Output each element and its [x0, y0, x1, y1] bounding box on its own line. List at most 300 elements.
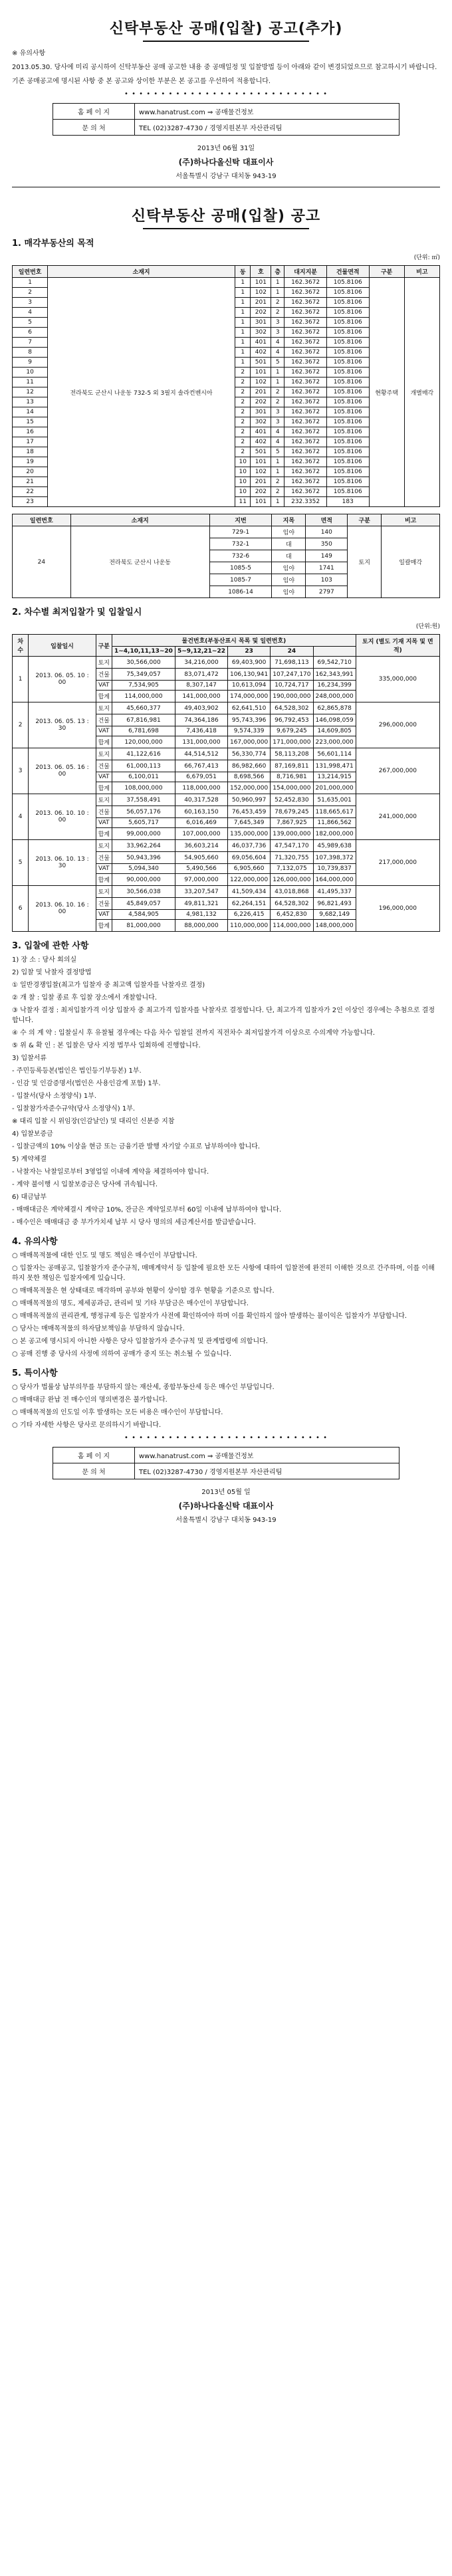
property-cell: 105.8106	[326, 318, 369, 328]
schedule-cell: 13,214,915	[313, 772, 356, 782]
schedule-cell: 6,452,830	[271, 910, 313, 920]
schedule-cell: 34,216,000	[175, 657, 227, 669]
property-cell: 현황주택	[369, 278, 404, 507]
schedule-cell: 174,000,000	[227, 691, 270, 702]
land-cell: 1085-7	[209, 574, 272, 586]
land-th-remarks: 비고	[382, 514, 440, 526]
property-cell: 1	[235, 348, 251, 358]
schedule-cell: 6,679,051	[175, 772, 227, 782]
property-cell: 1	[271, 368, 284, 377]
schedule-cell: 33,207,547	[175, 886, 227, 898]
land-th-type: 구분	[348, 514, 382, 526]
contact-box	[53, 103, 399, 136]
property-cell: 12	[13, 387, 48, 397]
th-category: 구분	[369, 266, 404, 278]
contact-row-inquiry-bottom	[53, 1463, 399, 1479]
schedule-cell: 2013. 06. 10. 13 : 30	[29, 840, 96, 886]
property-cell: 102	[251, 377, 271, 387]
schedule-cell: 118,000,000	[175, 782, 227, 794]
sec3-item: ⑤ 위 & 확 인 : 본 입찰은 당사 지정 법무사 입회하에 진행합니다.	[12, 1042, 201, 1049]
th-building-area: 건물면적	[326, 266, 369, 278]
property-row	[13, 278, 440, 288]
schedule-cell: 122,000,000	[227, 874, 270, 886]
schedule-cell: 건물	[96, 852, 112, 864]
schedule-cell: 267,000,000	[356, 748, 439, 794]
schedule-cell: 6,100,011	[112, 772, 175, 782]
schedule-cell: 45,660,377	[112, 702, 175, 714]
property-cell: 162.3672	[284, 387, 327, 397]
schedule-cell: 8,307,147	[175, 681, 227, 691]
property-cell: 1	[13, 278, 48, 288]
property-table-body	[13, 278, 440, 507]
contact-key-homepage: 홈 페 이 지	[53, 104, 135, 119]
schedule-cell: 148,000,000	[313, 920, 356, 932]
sec4-list	[12, 1251, 440, 1359]
schedule-cell: 49,403,902	[175, 702, 227, 714]
land-cell: 전라북도 군산시 나운동	[70, 526, 209, 598]
schedule-cell: 30,566,038	[112, 886, 175, 898]
property-cell: 2	[235, 387, 251, 397]
contact-val-homepage-bottom: www.hanatrust.com ⇒ 공매물건정보	[139, 1453, 254, 1460]
property-cell: 302	[251, 417, 271, 427]
property-cell: 1	[235, 328, 251, 338]
schedule-cell: 7,436,418	[175, 726, 227, 736]
property-cell: 1	[271, 457, 284, 467]
schedule-cell: 토지	[96, 840, 112, 852]
property-cell: 101	[251, 368, 271, 377]
schedule-cell: 토지	[96, 657, 112, 669]
sched-th-sub-3: 23	[227, 647, 270, 657]
sec4-title: 4. 유의사항	[12, 1237, 58, 1247]
sched-th-sub-4: 24	[271, 647, 313, 657]
property-cell: 2	[235, 407, 251, 417]
contact-key-homepage-bottom: 홈 페 이 지	[53, 1448, 135, 1463]
property-cell: 11	[235, 497, 251, 507]
schedule-table	[12, 634, 440, 932]
schedule-cell: 58,113,208	[271, 748, 313, 760]
schedule-cell: 81,000,000	[112, 920, 175, 932]
contact-row-homepage-bottom	[53, 1448, 399, 1463]
property-cell: 102	[251, 288, 271, 298]
schedule-cell: 45,989,638	[313, 840, 356, 852]
schedule-cell: 71,320,755	[271, 852, 313, 864]
schedule-cell: 56,057,176	[112, 806, 175, 818]
schedule-cell: 36,603,214	[175, 840, 227, 852]
top-company: (주)하나다올신탁 대표이사	[178, 158, 274, 167]
property-cell: 105.8106	[326, 328, 369, 338]
property-cell: 501	[251, 358, 271, 368]
schedule-cell: VAT	[96, 818, 112, 828]
land-cell: 대	[272, 538, 306, 550]
property-cell: 105.8106	[326, 377, 369, 387]
sec3-item: - 입찰참가자준수규약(당사 소정양식) 1부.	[12, 1105, 136, 1113]
property-cell: 10	[13, 368, 48, 377]
schedule-cell: 107,000,000	[175, 828, 227, 840]
property-cell: 105.8106	[326, 298, 369, 308]
sec3-item: ※ 대리 입찰 시 위임장(인감날인) 및 대리인 신분증 지참	[12, 1118, 175, 1125]
property-cell: 162.3672	[284, 487, 327, 497]
schedule-cell: 6	[13, 886, 29, 932]
sec5-item: ○ 매매대금 완납 전 매수인의 명의변경은 불가합니다.	[12, 1396, 168, 1404]
schedule-cell: 6,781,698	[112, 726, 175, 736]
property-cell: 162.3672	[284, 368, 327, 377]
property-cell: 1	[271, 278, 284, 288]
schedule-cell: 196,000,000	[356, 886, 439, 932]
property-cell: 3	[271, 318, 284, 328]
property-cell: 101	[251, 457, 271, 467]
property-cell: 7	[13, 338, 48, 348]
property-cell: 401	[251, 338, 271, 348]
property-cell: 162.3672	[284, 397, 327, 407]
property-cell: 105.8106	[326, 417, 369, 427]
schedule-cell: 182,000,000	[313, 828, 356, 840]
divider-dots-bottom: • • • • • • • • • • • • • • • • • • • • • • • • • • • •	[124, 1434, 328, 1442]
schedule-cell: VAT	[96, 864, 112, 874]
sec2-title: 2. 차수별 최저입찰가 및 입찰일시	[12, 607, 142, 617]
schedule-cell: 7,132,075	[271, 864, 313, 874]
sched-th-datetime: 입찰일시	[29, 635, 96, 657]
intro-paragraph-2: 기존 공매공고에 명시된 사항 중 본 공고와 상이한 부분은 본 공고를 우선하여 적용합니다.	[12, 78, 271, 85]
schedule-cell: 52,452,830	[271, 794, 313, 806]
property-cell: 16	[13, 427, 48, 437]
property-cell: 2	[235, 427, 251, 437]
property-cell: 4	[271, 348, 284, 358]
property-cell: 105.8106	[326, 308, 369, 318]
land-cell: 임야	[272, 562, 306, 574]
property-cell: 2	[235, 368, 251, 377]
sched-th-type: 구분	[96, 635, 112, 657]
contact-val-homepage: www.hanatrust.com ⇒ 공매물건정보	[139, 109, 254, 116]
schedule-cell: 51,635,001	[313, 794, 356, 806]
property-cell: 105.8106	[326, 407, 369, 417]
schedule-cell: 5,094,340	[112, 864, 175, 874]
schedule-cell: 217,000,000	[356, 840, 439, 886]
schedule-cell: 146,098,059	[313, 714, 356, 726]
contact-row-inquiry	[53, 119, 399, 135]
sec3-item: 1) 장 소 : 당사 회의실	[12, 956, 77, 964]
schedule-cell: 95,743,396	[227, 714, 270, 726]
property-cell: 102	[251, 467, 271, 477]
schedule-cell: 합계	[96, 782, 112, 794]
property-cell: 1	[235, 338, 251, 348]
schedule-cell: 50,943,396	[112, 852, 175, 864]
property-cell: 1	[271, 377, 284, 387]
property-cell: 15	[13, 417, 48, 427]
contact-key-inquiry: 문 의 처	[53, 120, 135, 135]
land-th-lot: 지번	[209, 514, 272, 526]
sched-th-sub-1: 1~4,10,11,13~20	[112, 647, 175, 657]
intro-heading: ※ 유의사항	[12, 50, 46, 57]
schedule-cell: 114,000,000	[112, 691, 175, 702]
footer-company: (주)하나다올신탁 대표이사	[178, 1501, 274, 1511]
property-cell: 105.8106	[326, 437, 369, 447]
schedule-row	[13, 886, 440, 898]
schedule-cell: 83,071,472	[175, 669, 227, 681]
land-row	[13, 526, 440, 538]
schedule-cell: 11,866,562	[313, 818, 356, 828]
schedule-cell: 합계	[96, 874, 112, 886]
schedule-cell: 96,792,453	[271, 714, 313, 726]
sec5-title: 5. 특이사항	[12, 1368, 58, 1378]
sec3-item: 5) 계약체결	[12, 1156, 47, 1163]
schedule-cell: 6,226,415	[227, 910, 270, 920]
schedule-cell: 47,547,170	[271, 840, 313, 852]
property-cell: 3	[13, 298, 48, 308]
property-cell: 21	[13, 477, 48, 487]
top-title: 신탁부동산 공매(입찰) 공고(추가)	[109, 21, 343, 37]
schedule-cell: VAT	[96, 726, 112, 736]
schedule-cell: 합계	[96, 691, 112, 702]
property-cell: 202	[251, 308, 271, 318]
land-th-serial: 일련번호	[13, 514, 71, 526]
property-cell: 22	[13, 487, 48, 497]
sched-th-land: 토지 (별도 기재 지목 및 면적)	[356, 635, 439, 657]
schedule-cell: 40,317,528	[175, 794, 227, 806]
property-cell: 302	[251, 328, 271, 338]
property-cell: 10	[235, 477, 251, 487]
schedule-cell: 131,998,471	[313, 760, 356, 772]
sec1-unit: (단위: ㎡)	[413, 255, 440, 261]
top-address: 서울특별시 강남구 대치동 943-19	[175, 173, 277, 180]
property-cell: 10	[235, 487, 251, 497]
top-date: 2013년 06월 31일	[197, 145, 255, 152]
property-cell: 10	[235, 457, 251, 467]
schedule-cell: 4,981,132	[175, 910, 227, 920]
schedule-cell: 54,905,660	[175, 852, 227, 864]
th-serial: 일련번호	[13, 266, 48, 278]
land-th-area: 면적	[306, 514, 348, 526]
property-cell: 501	[251, 447, 271, 457]
schedule-cell: 33,962,264	[112, 840, 175, 852]
sec5-item: ○ 매매목적물의 인도일 이후 발생하는 모든 비용은 매수인이 부담합니다.	[12, 1409, 223, 1416]
sec3-item: ① 일반경쟁입찰(최고가 입찰자 중 최고액 입찰자를 낙찰자로 결정)	[12, 982, 205, 989]
property-cell: 2	[235, 417, 251, 427]
schedule-row	[13, 794, 440, 806]
property-cell: 162.3672	[284, 437, 327, 447]
schedule-cell: 154,000,000	[271, 782, 313, 794]
schedule-cell: 62,264,151	[227, 898, 270, 910]
property-cell: 105.8106	[326, 368, 369, 377]
schedule-cell: 69,542,710	[313, 657, 356, 669]
schedule-cell: 201,000,000	[313, 782, 356, 794]
property-cell: 101	[251, 278, 271, 288]
sec3-item: ② 개 찰 : 입찰 종료 후 입찰 장소에서 개찰합니다.	[12, 994, 158, 1002]
contact-box-bottom	[53, 1447, 399, 1479]
schedule-cell: 합계	[96, 920, 112, 932]
schedule-cell: 107,398,372	[313, 852, 356, 864]
schedule-cell: 건물	[96, 806, 112, 818]
property-cell: 105.8106	[326, 338, 369, 348]
sec3-item: 3) 입찰서류	[12, 1055, 47, 1062]
schedule-row	[13, 702, 440, 714]
property-cell: 1	[235, 298, 251, 308]
property-cell: 4	[271, 437, 284, 447]
sec4-item: ○ 당사는 매매목적물의 하자담보책임을 부담하지 않습니다.	[12, 1325, 185, 1333]
schedule-cell: 토지	[96, 702, 112, 714]
property-cell: 105.8106	[326, 457, 369, 467]
land-cell: 24	[13, 526, 71, 598]
schedule-cell: 4,584,905	[112, 910, 175, 920]
sec3-item: 6) 대금납부	[12, 1194, 47, 1201]
sec3-item: - 주민등록등본(법인은 법인등기부등본) 1부.	[12, 1067, 142, 1075]
schedule-cell: 167,000,000	[227, 736, 270, 748]
property-cell: 4	[13, 308, 48, 318]
schedule-cell: 41,122,616	[112, 748, 175, 760]
schedule-cell: VAT	[96, 772, 112, 782]
schedule-cell: 37,558,491	[112, 794, 175, 806]
land-cell: 1741	[306, 562, 348, 574]
schedule-cell: 9,679,245	[271, 726, 313, 736]
schedule-cell: 43,018,868	[271, 886, 313, 898]
schedule-cell: 64,528,302	[271, 702, 313, 714]
sec4-item: ○ 공매 진행 중 당사의 사정에 의하여 공매가 중지 또는 취소될 수 있습니다.	[12, 1350, 232, 1358]
property-cell: 105.8106	[326, 387, 369, 397]
property-cell: 162.3672	[284, 288, 327, 298]
land-cell: 임야	[272, 586, 306, 598]
property-cell: 23	[13, 497, 48, 507]
property-cell: 3	[271, 328, 284, 338]
schedule-cell: 69,056,604	[227, 852, 270, 864]
property-cell: 201	[251, 298, 271, 308]
land-table	[12, 514, 440, 598]
property-cell: 105.8106	[326, 397, 369, 407]
schedule-cell: 75,349,057	[112, 669, 175, 681]
schedule-cell: 9,682,149	[313, 910, 356, 920]
sec3-item: - 입찰금액의 10% 이상을 현금 또는 금융기관 발행 자기앞 수표로 납부하여야 합니다.	[12, 1143, 261, 1150]
property-cell: 5	[271, 358, 284, 368]
property-cell: 4	[271, 427, 284, 437]
sec5-item: ○ 기타 자세한 사항은 당사로 문의하시기 바랍니다.	[12, 1422, 162, 1429]
schedule-cell: 67,816,981	[112, 714, 175, 726]
schedule-cell: 62,865,878	[313, 702, 356, 714]
property-cell: 개별매각	[404, 278, 439, 507]
property-cell: 3	[271, 407, 284, 417]
schedule-cell: VAT	[96, 910, 112, 920]
property-cell: 162.3672	[284, 447, 327, 457]
schedule-cell: 44,514,512	[175, 748, 227, 760]
schedule-cell: 106,130,941	[227, 669, 270, 681]
schedule-cell: 7,867,925	[271, 818, 313, 828]
schedule-cell: VAT	[96, 681, 112, 691]
th-unit: 호	[251, 266, 271, 278]
property-cell: 162.3672	[284, 308, 327, 318]
land-cell: 729-1	[209, 526, 272, 538]
property-cell: 162.3672	[284, 328, 327, 338]
sec4-item: ○ 본 공고에 명시되지 아니한 사항은 당사 입찰참가자 준수규칙 및 관계법령에 의합니다.	[12, 1338, 268, 1345]
schedule-cell: 14,609,805	[313, 726, 356, 736]
footer-date: 2013년 05월 일	[201, 1489, 251, 1496]
sec3-item: - 인감 및 인감증명서(법인은 사용인감계 포함) 1부.	[12, 1080, 161, 1087]
land-cell: 149	[306, 550, 348, 562]
property-cell: 162.3672	[284, 467, 327, 477]
sec4-item: ○ 매매목적물의 명도, 제세공과금, 관리비 및 기타 부담금은 매수인이 부담합니다.	[12, 1300, 249, 1307]
property-cell: 162.3672	[284, 298, 327, 308]
property-cell: 162.3672	[284, 407, 327, 417]
land-cell: 350	[306, 538, 348, 550]
sec3-item: ③ 낙찰자 결정 : 최저입찰가격 이상 입찰자 중 최고가격 입찰자를 낙찰자로 결정합니다. 단, 최고가격 입찰자가 2인 이상인 경우에는 추첨으로 결정합니다.	[12, 1007, 435, 1024]
land-cell: 임야	[272, 526, 306, 538]
sec3-title: 3. 입찰에 관한 사항	[12, 941, 89, 951]
property-cell: 101	[251, 497, 271, 507]
schedule-cell: 66,767,413	[175, 760, 227, 772]
property-cell: 105.8106	[326, 427, 369, 437]
schedule-cell: 96,821,493	[313, 898, 356, 910]
property-cell: 105.8106	[326, 358, 369, 368]
property-cell: 1	[271, 497, 284, 507]
schedule-cell: 2013. 06. 10. 16 : 00	[29, 886, 96, 932]
schedule-cell: 5,490,566	[175, 864, 227, 874]
schedule-cell: 2	[13, 702, 29, 748]
contact-key-inquiry-bottom: 문 의 처	[53, 1463, 135, 1479]
land-cell: 1085-5	[209, 562, 272, 574]
schedule-cell: 46,037,736	[227, 840, 270, 852]
land-cell: 732-6	[209, 550, 272, 562]
property-cell: 2	[235, 447, 251, 457]
property-cell: 17	[13, 437, 48, 447]
property-cell: 14	[13, 407, 48, 417]
property-cell: 2	[235, 397, 251, 407]
schedule-table-body	[13, 657, 440, 932]
property-cell: 11	[13, 377, 48, 387]
schedule-cell: 41,495,337	[313, 886, 356, 898]
land-table-body	[13, 526, 440, 598]
schedule-row	[13, 657, 440, 669]
schedule-cell: 30,566,000	[112, 657, 175, 669]
schedule-cell: 건물	[96, 898, 112, 910]
schedule-cell: 61,000,113	[112, 760, 175, 772]
schedule-cell: 110,000,000	[227, 920, 270, 932]
property-table	[12, 265, 440, 507]
sec4-item: ○ 매매목적물의 권리관계, 행정규제 등은 입찰자가 사전에 확인하여야 하며 이를 확인하지 않아 발생하는 불이익은 입찰자가 부담합니다.	[12, 1313, 407, 1320]
schedule-cell: 건물	[96, 714, 112, 726]
property-cell: 105.8106	[326, 447, 369, 457]
property-cell: 5	[271, 447, 284, 457]
schedule-cell: 10,739,837	[313, 864, 356, 874]
schedule-cell: 296,000,000	[356, 702, 439, 748]
property-cell: 402	[251, 348, 271, 358]
property-cell: 401	[251, 427, 271, 437]
property-cell: 1	[235, 308, 251, 318]
property-cell: 전라북도 군산시 나운동 732-5 외 3필지 솔라컨벤시아	[48, 278, 235, 507]
schedule-cell: 60,163,150	[175, 806, 227, 818]
schedule-cell: 152,000,000	[227, 782, 270, 794]
th-land-share: 대지지분	[284, 266, 327, 278]
schedule-cell: 합계	[96, 736, 112, 748]
intro-paragraph-1: 2013.05.30. 당사에 미리 공시하여 신탁부동산 공매 공고한 내용 중 공매일정 및 입찰방법 등이 아래와 같이 변경되었으므로 참고하시기 바랍니다.	[12, 64, 437, 71]
land-cell: 103	[306, 574, 348, 586]
schedule-cell: 50,960,997	[227, 794, 270, 806]
schedule-cell: 41,509,434	[227, 886, 270, 898]
sec4-item: ○ 매매목적물은 현 상태대로 매각하며 공부와 현황이 상이할 경우 현황을 기준으로 합니다.	[12, 1287, 275, 1295]
property-cell: 105.8106	[326, 278, 369, 288]
property-cell: 202	[251, 487, 271, 497]
schedule-cell: 241,000,000	[356, 794, 439, 840]
th-location: 소재지	[48, 266, 235, 278]
land-cell: 토지	[348, 526, 382, 598]
schedule-cell: 2013. 06. 10. 10 : 00	[29, 794, 96, 840]
property-cell: 2	[235, 437, 251, 447]
schedule-cell: 164,000,000	[313, 874, 356, 886]
schedule-cell: 118,665,617	[313, 806, 356, 818]
property-cell: 2	[271, 308, 284, 318]
property-cell: 105.8106	[326, 348, 369, 358]
schedule-cell: 126,000,000	[271, 874, 313, 886]
property-cell: 162.3672	[284, 477, 327, 487]
schedule-cell: 5,605,717	[112, 818, 175, 828]
schedule-cell: 토지	[96, 748, 112, 760]
property-cell: 2	[271, 487, 284, 497]
property-cell: 1	[271, 467, 284, 477]
